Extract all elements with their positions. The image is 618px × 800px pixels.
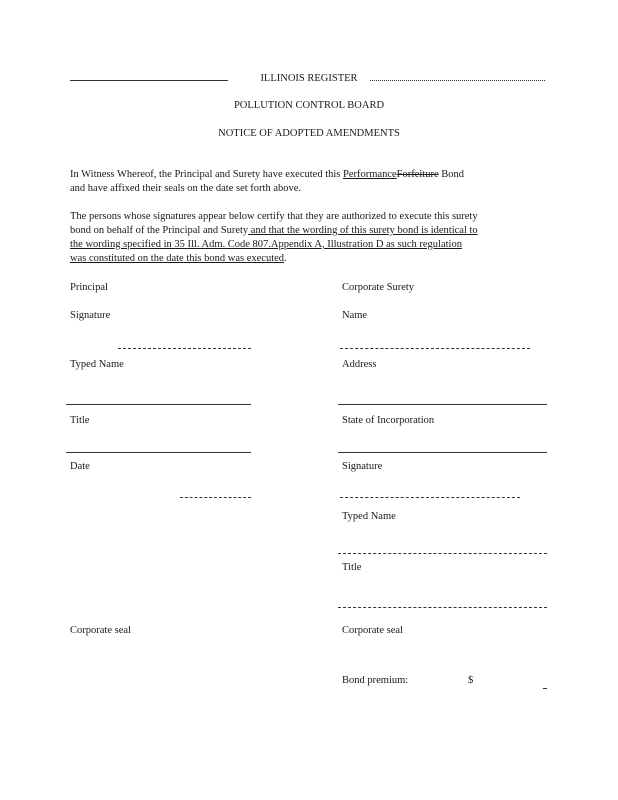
surety-corporate-seal-label: Corporate seal	[342, 625, 403, 636]
surety-name-line[interactable]	[340, 348, 530, 349]
surety-signature-label: Signature	[342, 461, 383, 472]
inserted-word: Performance	[343, 169, 397, 180]
surety-title-label: Title	[342, 562, 362, 573]
witness-line-1	[70, 168, 548, 182]
bond-premium-line[interactable]	[543, 688, 547, 689]
surety-title-line[interactable]	[338, 607, 547, 608]
bond-premium-dollar: $	[468, 675, 474, 686]
certify-line-2	[70, 224, 548, 238]
principal-date-label: Date	[70, 461, 90, 472]
certify-line-4-text: was constituted on the date this bond was executed	[70, 253, 285, 264]
surety-name-label: Name	[342, 310, 368, 321]
surety-label: Corporate Surety	[342, 282, 415, 293]
surety-address-label: Address	[342, 359, 377, 370]
certify-line-4-end: .	[284, 253, 287, 264]
principal-typed-name-line[interactable]	[66, 404, 251, 405]
principal-corporate-seal-label: Corporate seal	[70, 625, 131, 636]
certify-line-4	[70, 252, 548, 266]
certify-line-2a: bond on behalf of the Principal and Surety	[70, 225, 249, 236]
principal-date-line[interactable]	[180, 497, 251, 498]
principal-typed-name-label: Typed Name	[70, 359, 124, 370]
surety-state-label: State of Incorporation	[342, 415, 435, 426]
register-title: ILLINOIS REGISTER	[260, 73, 358, 84]
principal-signature-label: Signature	[70, 310, 111, 321]
surety-address-line[interactable]	[338, 404, 547, 405]
witness-paragraph	[70, 168, 548, 196]
header-rule-right	[370, 80, 545, 81]
deleted-word: Forfeiture	[396, 169, 439, 180]
surety-typed-name-line[interactable]	[338, 553, 547, 554]
certify-line-1: The persons whose signatures appear below certify that they are authorized to execute this surety	[70, 211, 478, 222]
principal-title-label: Title	[70, 415, 90, 426]
principal-title-line[interactable]	[66, 452, 251, 453]
bond-premium-label: Bond premium:	[342, 675, 409, 686]
certify-line-3: the wording specified in 35 Ill. Adm. Code 807.Appendix A, Illustration D as such regulation	[70, 239, 462, 250]
surety-signature-line[interactable]	[340, 497, 520, 498]
principal-signature-line[interactable]	[118, 348, 251, 349]
board-title: POLLUTION CONTROL BOARD	[233, 100, 385, 111]
certify-line-2b: and that the wording of this surety bond is identical to	[248, 225, 478, 236]
witness-bond: Bond	[438, 169, 465, 180]
surety-state-line[interactable]	[338, 452, 547, 453]
surety-typed-name-label: Typed Name	[342, 511, 396, 522]
notice-title: NOTICE OF ADOPTED AMENDMENTS	[218, 128, 400, 139]
principal-label: Principal	[70, 282, 108, 293]
certify-paragraph	[70, 210, 548, 266]
witness-line-2: and have affixed their seals on the date set forth above.	[70, 183, 302, 194]
witness-text: In Witness Whereof, the Principal and Surety have executed this	[70, 169, 343, 180]
